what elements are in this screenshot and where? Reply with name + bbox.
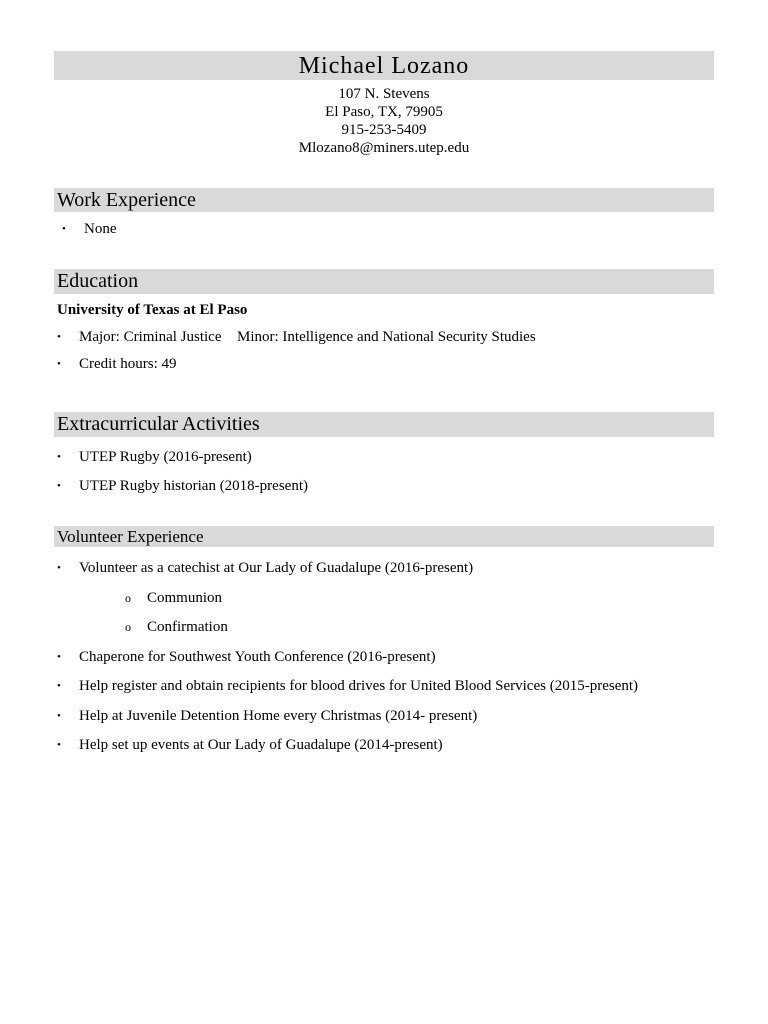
education-minor: Minor: Intelligence and National Security Studies [237,329,536,345]
sub-bullet-icon: o [125,591,131,605]
bullet-icon: • [62,223,66,235]
volunteer-item: Help set up events at Our Lady of Guadalupe (2014-present) [79,737,443,753]
work-experience-heading: Work Experience [54,188,714,212]
bullet-icon: • [57,562,61,574]
extracurricular-item: UTEP Rugby historian (2018-present) [79,478,308,494]
volunteer-item: Volunteer as a catechist at Our Lady of Guadalupe (2016-present) [79,560,474,576]
education-credit-hours: Credit hours: 49 [79,356,177,372]
bullet-icon: • [57,358,61,370]
bullet-icon: • [57,680,61,692]
bullet-icon: • [57,480,61,492]
phone-number: 915-253-5409 [341,122,427,138]
school-name: University of Texas at El Paso [57,302,248,318]
education-heading: Education [54,269,714,294]
bullet-icon: • [57,739,61,751]
volunteer-sub-item: Communion [147,590,223,606]
volunteer-item: Chaperone for Southwest Youth Conference (2016-present) [79,649,436,665]
candidate-name: Michael Lozano [298,53,470,79]
volunteer-sub-item: Confirmation [147,619,228,635]
email-address: Mlozano8@miners.utep.edu [298,140,470,156]
bullet-icon: • [57,331,61,343]
education-major: Major: Criminal Justice [79,329,222,345]
address-line-2: El Paso, TX, 79905 [325,104,443,120]
address-line-1: 107 N. Stevens [338,86,430,102]
extracurricular-item: UTEP Rugby (2016-present) [79,449,252,465]
bullet-icon: • [57,451,61,463]
bullet-icon: • [57,651,61,663]
volunteer-item: Help at Juvenile Detention Home every Christmas (2014- present) [79,708,478,724]
extracurricular-heading: Extracurricular Activities [54,412,714,437]
work-item: None [84,221,117,237]
contact-block [54,85,714,157]
resume-name-banner [54,51,714,80]
volunteer-experience-heading: Volunteer Experience [54,526,714,547]
volunteer-item: Help register and obtain recipients for blood drives for United Blood Services (2015-present) [79,678,639,694]
bullet-icon: • [57,710,61,722]
sub-bullet-icon: o [125,620,131,634]
